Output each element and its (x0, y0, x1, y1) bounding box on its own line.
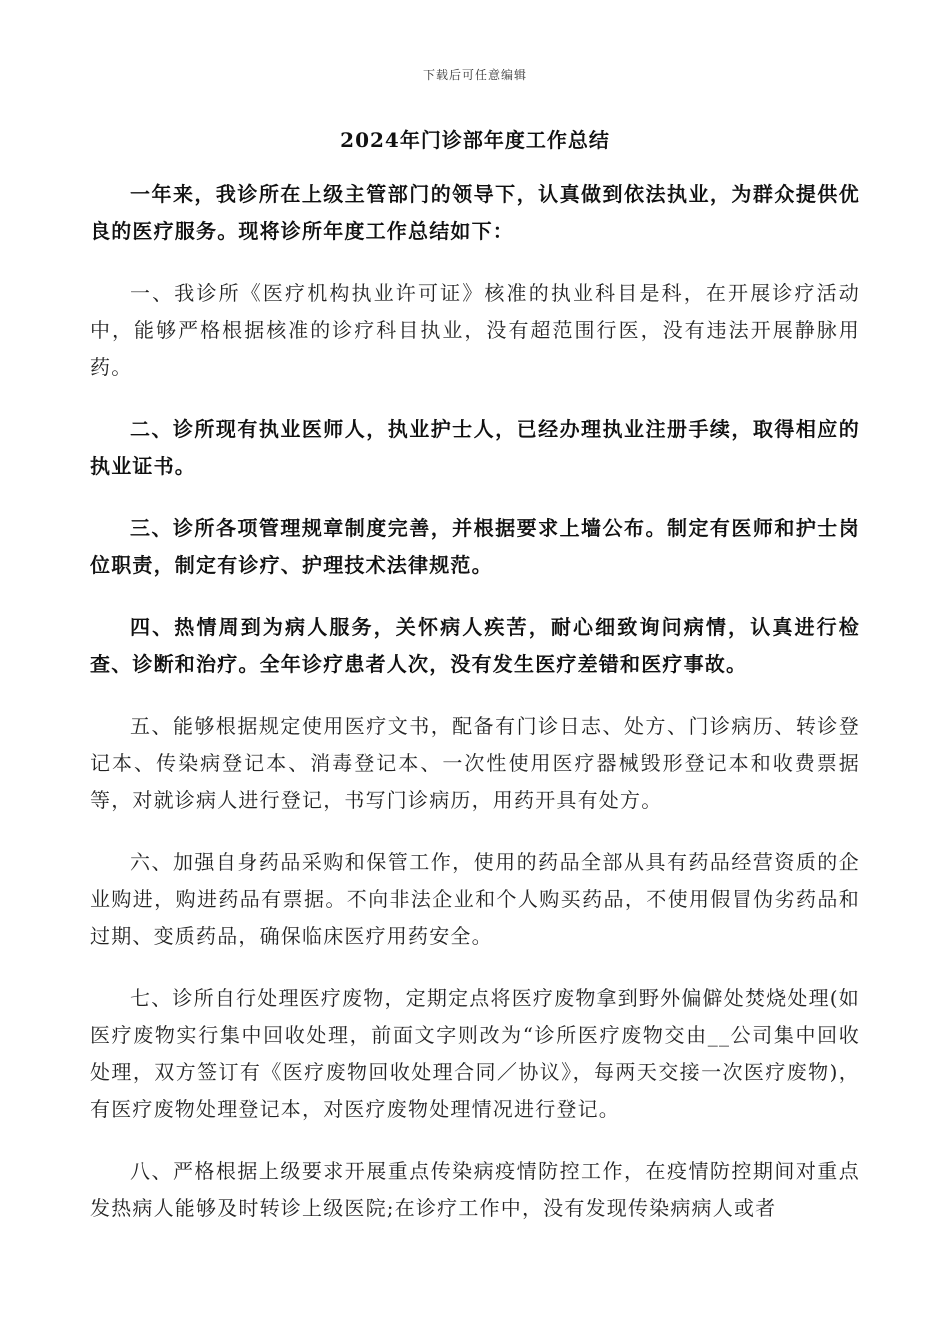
paragraph-8: 八、严格根据上级要求开展重点传染病疫情防控工作，在疫情防控期间对重点发热病人能够及时转诊上级医院;在诊疗工作中，没有发现传染病病人或者 (90, 1159, 860, 1220)
document-title: 2024年门诊部年度工作总结 (340, 128, 610, 152)
paragraph-5: 五、能够根据规定使用医疗文书，配备有门诊日志、处方、门诊病历、转诊登记本、传染病登记本、消毒登记本、一次性使用医疗器械毁形登记本和收费票据等，对就诊病人进行登记，书写门诊病历，用药开具有处方。 (90, 714, 860, 812)
document-body (90, 176, 860, 1252)
paragraph-intro: 一年来，我诊所在上级主管部门的领导下，认真做到依法执业，为群众提供优良的医疗服务。现将诊所年度工作总结如下： (90, 182, 860, 243)
paragraph-4: 四、热情周到为病人服务，关怀病人疾苦，耐心细致询问病情，认真进行检查、诊断和治疗。全年诊疗患者人次，没有发生医疗差错和医疗事故。 (90, 615, 860, 676)
paragraph-2: 二、诊所现有执业医师人，执业护士人，已经办理执业注册手续，取得相应的执业证书。 (90, 417, 860, 478)
paragraph-6: 六、加强自身药品采购和保管工作，使用的药品全部从具有药品经营资质的企业购进，购进药品有票据。不向非法企业和个人购买药品，不使用假冒伪劣药品和过期、变质药品，确保临床医疗用药安全。 (90, 850, 860, 948)
paragraph-1: 一、我诊所《医疗机构执业许可证》核准的执业科目是科，在开展诊疗活动中，能够严格根据核准的诊疗科目执业，没有超范围行医，没有违法开展静脉用药。 (90, 281, 860, 379)
paragraph-3: 三、诊所各项管理规章制度完善，并根据要求上墙公布。制定有医师和护士岗位职责，制定有诊疗、护理技术法律规范。 (90, 516, 860, 577)
download-note: 下载后可任意编辑 (422, 68, 527, 82)
paragraph-7: 七、诊所自行处理医疗废物，定期定点将医疗废物拿到野外偏僻处焚烧处理(如医疗废物实行集中回收处理，前面文字则改为“诊所医疗废物交由__公司集中回收处理，双方签订有《医疗废物回收处理合同／协议》，每两天交接一次医疗废物)，有医疗废物处理登记本，对医疗废物处理情况进行登记。 (90, 986, 860, 1121)
